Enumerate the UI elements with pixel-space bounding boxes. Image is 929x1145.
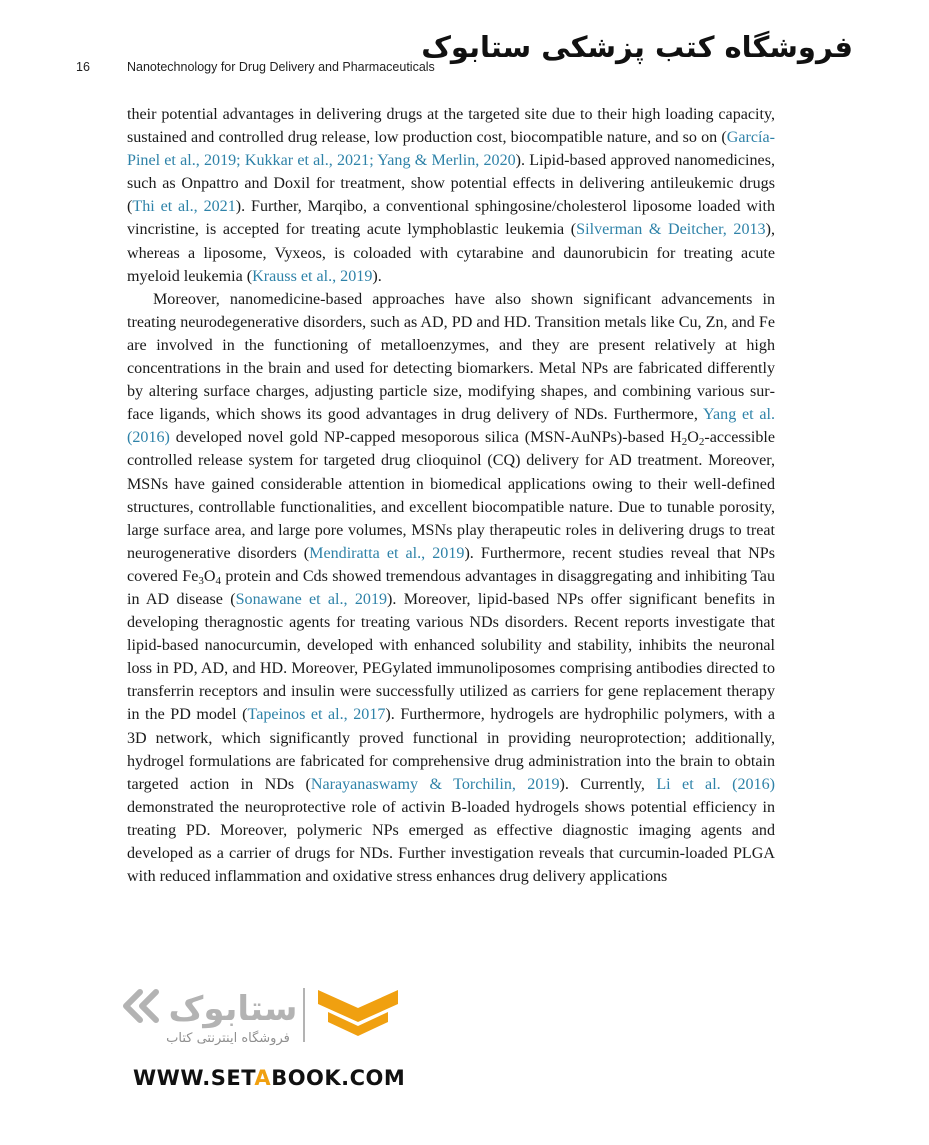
citation-link[interactable]: Yang et al. (2016) xyxy=(127,406,775,447)
subscript: 3 xyxy=(198,574,204,587)
logo-text: ستابوک xyxy=(168,989,298,1029)
text: ). Further, Marqibo, a conventional sphingosine/cholesterol liposome loaded with vincristine, is accepted for treating acute lymphoblastic leukemia ( xyxy=(127,198,775,239)
citation-link[interactable]: García-Pinel et al., 2019; Kukkar et al., 2021; Yang & Merlin, 2020 xyxy=(127,129,775,170)
page-number: 16 xyxy=(76,60,90,74)
store-title: فروشگاه کتب پزشکی ستابوک xyxy=(421,30,853,64)
watermark-url xyxy=(133,1066,405,1090)
url-part: BOOK.COM xyxy=(271,1066,406,1090)
setabook-watermark-logo xyxy=(118,980,418,1050)
text: ), whereas a liposome, Vyxeos, is coloaded with cytarabine and daunorubicin for treating acute myeloid leukemia ( xyxy=(127,221,775,285)
text: Moreover, nanomedicine-based approaches have also shown significant advancements in treating neurodegenerative disorders, such as AD, PD and HD. Transition metals like Cu, Zn, and Fe are involved in the functioning of metalloenzymes, and they are present relatively at high concentrations in the brain and used for detecting biomarkers. Metal NPs are fabricated differently by altering surface charges, adjusting particle size, modifying shapes, and combining various surface ligands, which shows its good advantages in drug delivery of NDs. Furthermore, xyxy=(127,290,775,424)
double-chevron-icon xyxy=(126,992,156,1020)
subscript: 2 xyxy=(698,436,705,449)
text: -accessible controlled release system for targeted drug clioquinol (CQ) delivery for AD treatment. Moreover, MSNs have gained considerable attention in biomedical applications owing to their well-defined structures, controllable functionalities, and excellent biocompatible nature. Due to tunable porosity, large surface area, and large pore volumes, MSNs play therapeutic roles in delivering drugs to treat neurogenerative disorders ( xyxy=(127,429,775,562)
book-title: Nanotechnology for Drug Delivery and Pharmaceuticals xyxy=(127,60,435,74)
text: ). Moreover, lipid-based NPs offer significant benefits in developing theragnostic agents for treating various NDs disorders. Recent reports investigate that lipid-based nanocurcumin, developed with enhanced solubility and stability, inhibits the neuronal loss in PD, AD, and HD. Moreover, PEGylated immunoliposomes comprising antibodies directed to transferrin receptors and insulin were successfully utilized as carriers for gene replacement therapy in the PD model ( xyxy=(127,590,775,724)
citation-link[interactable]: Silverman & Deitcher, 2013 xyxy=(576,221,766,239)
citation-link[interactable]: Krauss et al., 2019 xyxy=(252,267,373,285)
url-part: A xyxy=(254,1066,272,1090)
citation-link[interactable]: Mendiratta et al., 2019 xyxy=(309,544,465,562)
citation-link[interactable]: Thi et al., 2021 xyxy=(132,198,236,216)
text: ). Lipid-based approved nanomedicines, such as Onpattro and Doxil for treatment, show potential effects in delivering antileukemic drugs ( xyxy=(127,152,775,216)
citation-link[interactable]: Sonawane et al., 2019 xyxy=(235,590,388,608)
paragraph-1 xyxy=(127,103,775,288)
text: ). Furthermore, hydrogels are hydrophilic polymers, with a 3D network, which significantly proved functional in providing neuroprotection; additionally, hydrogel formulations are fabricated for comprehensive drug administration into the brain to obtain targeted action in NDs ( xyxy=(127,706,775,793)
text: ). Furthermore, recent studies reveal that NPs covered Fe xyxy=(127,544,775,585)
text: O xyxy=(687,429,699,447)
text: ). xyxy=(372,267,382,285)
orange-chevron-icon xyxy=(318,990,398,1036)
body-text xyxy=(127,103,775,888)
text: protein and Cds showed tremendous advantages in disaggregating and inhibiting Tau in AD disease ( xyxy=(127,567,775,608)
subscript: 4 xyxy=(215,574,221,587)
text: developed novel gold NP-capped mesoporous silica (MSN-AuNPs)-based H xyxy=(169,429,682,447)
text: demonstrated the neuroprotective role of activin B-loaded hydrogels shows potential efficiency in treating PD. Moreover, polymeric NPs emerged as effective diagnostic imaging agents and developed as a carrier of drugs for NDs. Further investigation reveals that curcumin-loaded PLGA with reduced inflammation and oxidative stress enhances drug delivery applications xyxy=(127,798,775,886)
text: their potential advantages in delivering drugs at the targeted site due to their high loading capacity, sustained and controlled drug release, low production cost, biocompatible nature, and so on ( xyxy=(127,106,775,147)
subscript: 2 xyxy=(681,436,688,449)
logo-tagline: فروشگاه اینترنتی کتاب xyxy=(166,1031,290,1046)
citation-link[interactable]: Tapeinos et al., 2017 xyxy=(247,706,386,724)
url-part: WWW.SET xyxy=(133,1066,255,1090)
citation-link[interactable]: Li et al. (2016) xyxy=(656,775,776,793)
citation-link[interactable]: Narayanaswamy & Torchilin, 2019 xyxy=(310,775,560,793)
paragraph-2 xyxy=(127,288,775,888)
text: O xyxy=(203,567,216,585)
text: ). Currently, xyxy=(559,775,657,793)
